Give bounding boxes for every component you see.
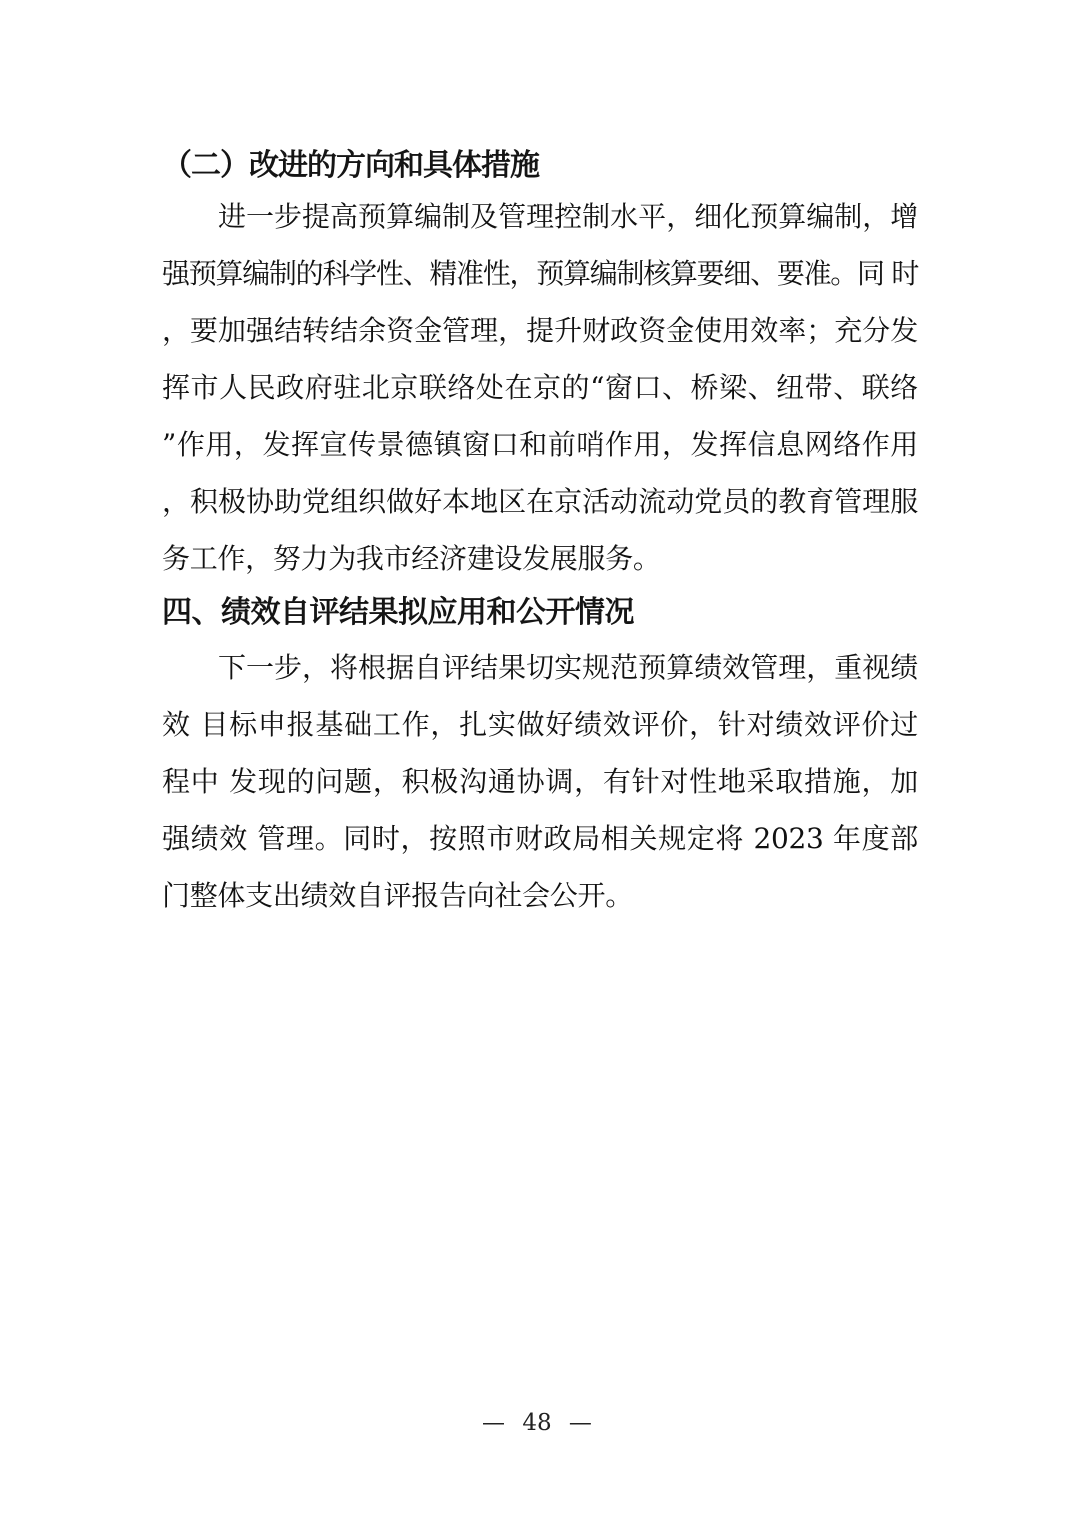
text-line: ，要加强结转结余资金管理，提升财政资金使用效率；充分发	[162, 314, 918, 347]
text-line: ，积极协助党组织做好本地区在京活动流动党员的教育管理服	[162, 485, 918, 518]
page-number: — 48 —	[482, 1410, 592, 1436]
document-body	[162, 143, 918, 924]
text-line: ”作用，发挥宣传景德镇窗口和前哨作用，发挥信息网络作用	[162, 428, 918, 461]
text-line: 进一步提高预算编制及管理控制水平，细化预算编制，增	[218, 200, 918, 233]
text-line: 效 目标申报基础工作，扎实做好绩效评价，针对绩效评价过	[162, 708, 918, 741]
paragraph-improvement-measures	[162, 188, 918, 587]
paragraph-result-application	[162, 639, 918, 924]
text-line: 强预算编制的科学性、精准性，预算编制核算要细、要准。同 时	[162, 257, 918, 290]
section-heading: 四、绩效自评结果拟应用和公开情况	[162, 595, 634, 630]
text-line: 程中 发现的问题，积极沟通协调，有针对性地采取措施，加	[162, 765, 918, 798]
page-footer	[0, 1408, 1074, 1438]
subsection-heading: （二）改进的方向和具体措施	[162, 148, 539, 183]
text-line: 挥市人民政府驻北京联络处在京的“窗口、桥梁、纽带、联络	[162, 371, 918, 404]
text-line: 门整体支出绩效自评报告向社会公开。	[162, 879, 633, 912]
text-line: 下一步，将根据自评结果切实规范预算绩效管理，重视绩	[218, 651, 918, 684]
text-line: 强绩效 管理。同时，按照市财政局相关规定将 2023 年度部	[162, 822, 918, 855]
text-line: 务工作，努力为我市经济建设发展服务。	[162, 542, 661, 575]
